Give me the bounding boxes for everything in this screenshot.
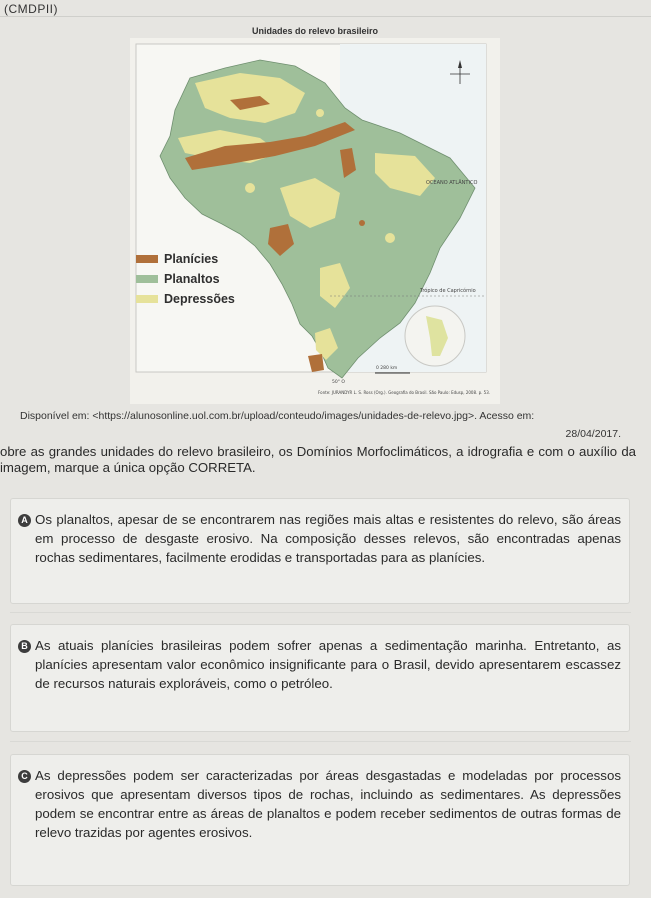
option-text: As atuais planícies brasileiras podem sofrer apenas a sedimentação marinha. Entretanto, as planícies apresentam valor econômico insignificante para o Brasil, devido apresentarem escassez de recursos naturais exploráveis, como o petróleo. [35, 638, 621, 691]
plain-patch [359, 220, 365, 226]
option-b[interactable] [10, 624, 630, 732]
depression-patch [245, 183, 255, 193]
legend-label: Planaltos [164, 272, 220, 286]
access-date: 28/04/2017. [565, 428, 621, 440]
legend-swatch [136, 255, 158, 263]
map-legend [136, 249, 256, 309]
option-divider [10, 741, 631, 742]
option-divider [10, 612, 631, 613]
option-letter-b: B [18, 640, 31, 653]
question-source-code: (CMDPII) [4, 2, 58, 16]
option-c[interactable] [10, 754, 630, 886]
option-letter-a: A [18, 514, 31, 527]
top-divider [0, 16, 651, 17]
scale-label: 0 280 km [376, 366, 398, 371]
depression-patch [385, 233, 395, 243]
relief-map-figure [130, 26, 500, 404]
image-source: Disponível em: <https://alunosonline.uol.com.br/upload/conteudo/images/unidades-de-relevo.jpg>. Acesso em: [20, 410, 535, 422]
ocean-label: OCEANO ATLÂNTICO [426, 180, 478, 186]
legend-swatch [136, 275, 158, 283]
legend-item-planicies [136, 249, 256, 269]
brazil-relief-map [130, 38, 500, 404]
option-letter-c: C [18, 770, 31, 783]
option-a[interactable] [10, 498, 630, 604]
map-title: Unidades do relevo brasileiro [251, 26, 379, 36]
legend-item-depressoes [136, 289, 256, 309]
depression-patch [316, 109, 324, 117]
meridian-label: 50° O [332, 380, 345, 385]
legend-label: Depressões [164, 292, 235, 306]
question-text: obre as grandes unidades do relevo brasileiro, os Domínios Morfoclimáticos, a idrografia e com o auxílio da imagem, marque a única opção CORRETA. [0, 444, 636, 475]
option-text: Os planaltos, apesar de se encontrarem nas regiões mais altas e resistentes do relevo, são áreas em processo de desgaste erosivo. Na composição desses relevos, são encontradas apenas rochas sedimentares, facilmente erodidas e transportadas para as planícies. [35, 512, 621, 565]
option-text: As depressões podem ser caracterizadas por áreas desgastadas e modeladas por processos erosivos que apresentam diversos tipos de rochas, incluindo as sedimentares. As depressões podem se encontrar entre as áreas de planaltos e podem receber sedimentos de outras formas de relevo trazidas por agentes erosivos. [35, 768, 621, 840]
legend-label: Planícies [164, 252, 219, 266]
tropic-label: Trópico de Capricórnio [420, 288, 476, 294]
legend-swatch [136, 295, 158, 303]
map-source-label: Fonte: JURANDYR L. S. Ross (Org.). Geografia do Brasil. São Paulo: Edusp, 2008. p. 53. [318, 390, 491, 395]
legend-item-planaltos [136, 269, 256, 289]
